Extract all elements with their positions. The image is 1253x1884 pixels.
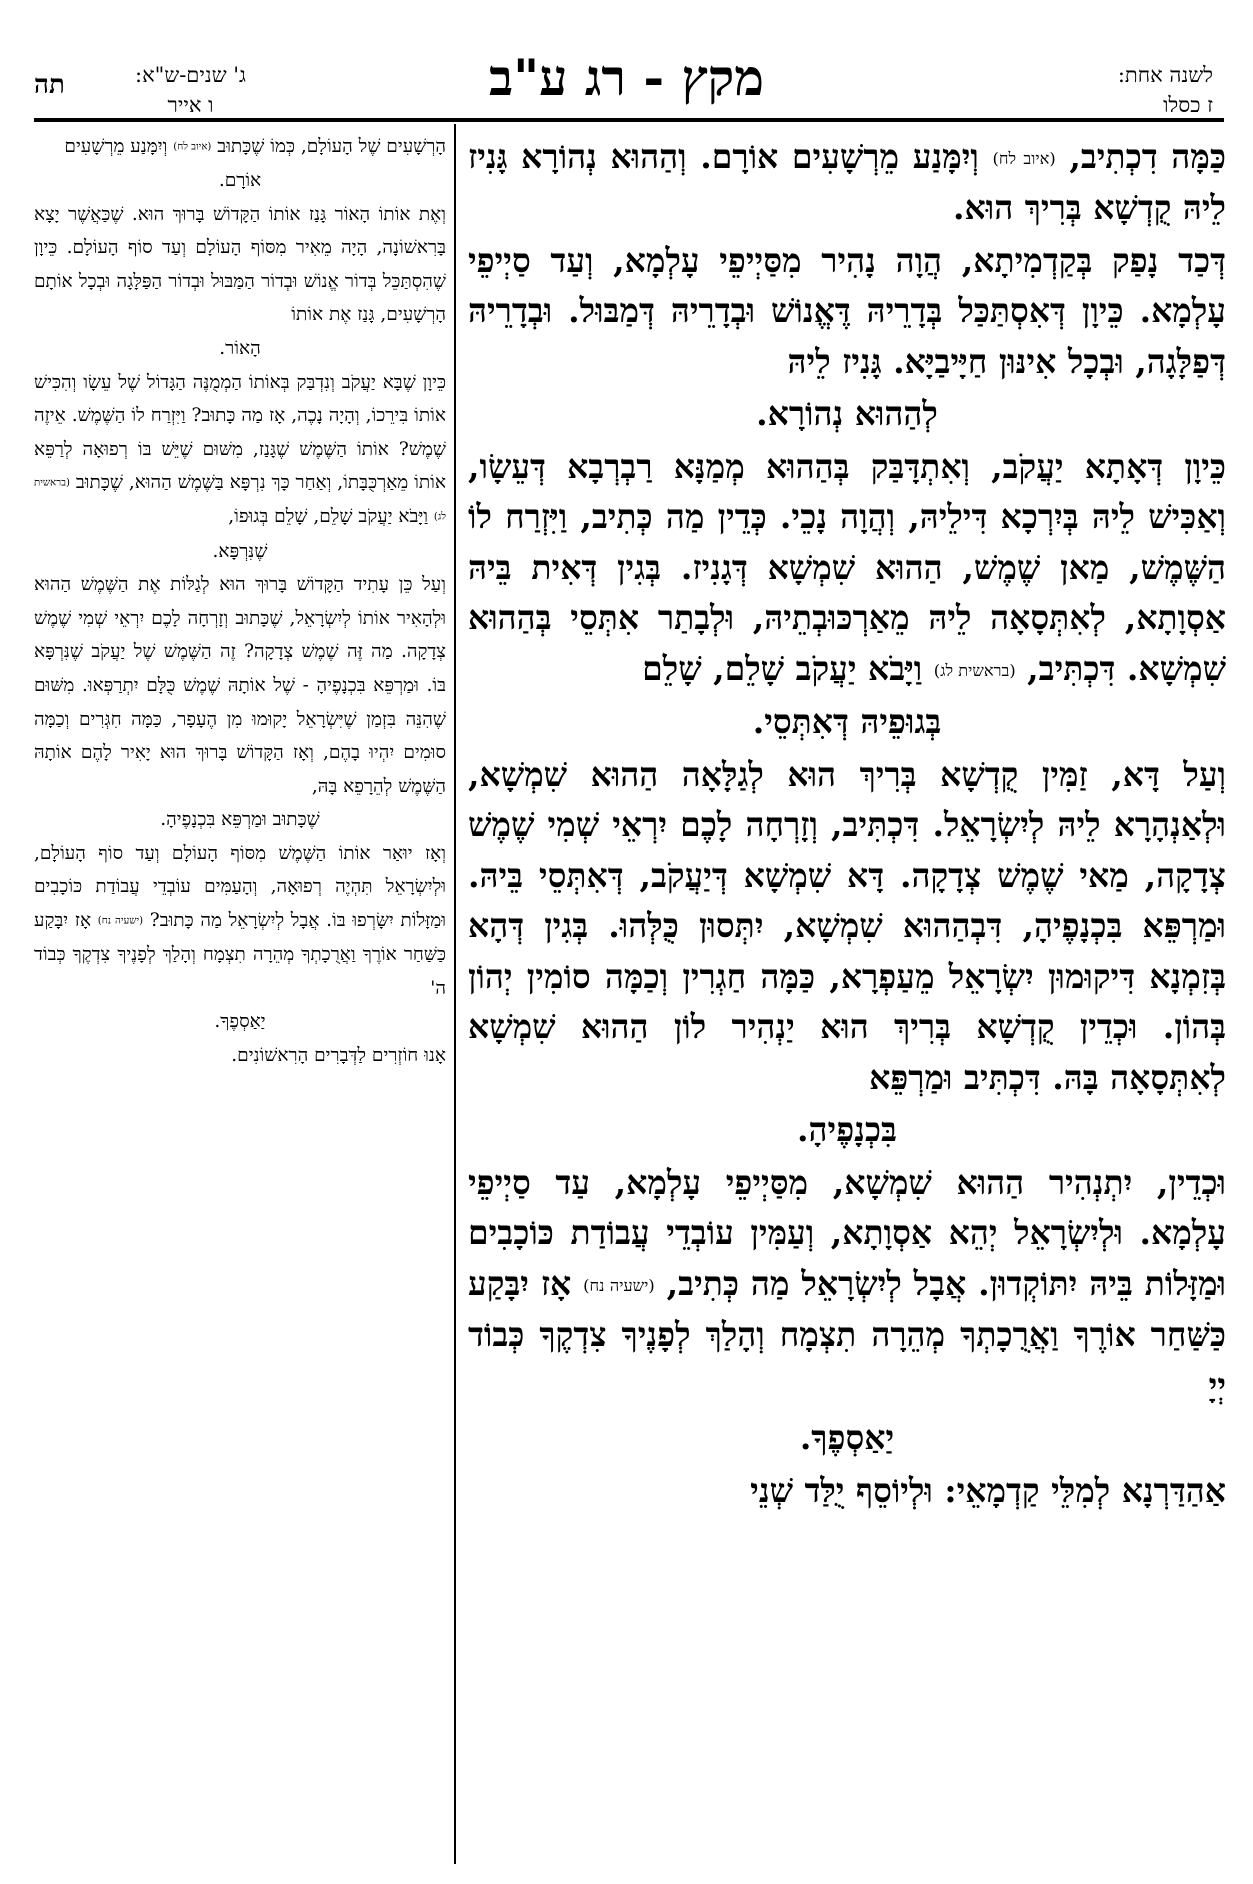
- text: כֵּיוָן שֶׁבָּא יַעֲקֹב וְנִדְבַּק בְּאוֹתוֹ הַמְמֻנֶּה הַגָּדוֹל שֶׁל עֵשָׂו וְהִכִּישׁ אוֹתוֹ בִּירֵכוֹ, וְהָיָה נָכֶה, אָז מַה כָּתוּב? וַיִּזְרַח לוֹ הַשֶּׁמֶשׁ. אֵיזֶה שֶׁמֶשׁ? אוֹתוֹ הַשֶּׁמֶשׁ שֶׁגָּנַז, מִשּׁוּם שֶׁיֵּשׁ בּוֹ רְפוּאָה לְרַפֵּא אוֹתוֹ מֵאַרְכֻּבָּתוֹ, וְאַחַר כָּךְ נִרְפָּא בַּשֶּׁמֶשׁ הַהוּא, שֶׁכָּתוּב: [34, 371, 446, 494]
- text: וַיָּבֹא יַעֲקֹב שָׁלֵם, שָׁלֵם: [642, 648, 934, 688]
- text: וּכְדֵין, יִתְנְהִיר הַהוּא שִׁמְשָׁא, מִסַּיְיפֵי עָלְמָא, עַד סַיְיפֵי עָלְמָא. וּלְיִשְׂרָאֵל יְהֵא אַסְוָתָא, וְעַמִּין עוֹבְדֵי עֲבוֹדַת כּוֹכָבִים וּמַזָּלוֹת בֵּיהּ יִתּוֹקְדוּן. אֲבָל לְיִשְׂרָאֵל מַה כְּתִיב,: [468, 1162, 1226, 1303]
- source-ref: (ישעיה נח): [97, 915, 144, 927]
- one-year-schedule: [1118, 60, 1213, 120]
- schedule-date: ז כסלו: [1163, 93, 1213, 117]
- text: אַהַדַּרְנָא לְמִלֵּי קַדְמָאֵי: וּלְיוֹסֵף יֻלַּד שְׁנֵי: [750, 1470, 1226, 1510]
- text: כֵּיוָן דְּאָתָא יַעֲקֹב, וְאִתְדָּבַּק בְּהַהוּא מְמַנָּא רַבְרְבָא דְּעֵשָׂו, וְאַכִּישׁ לֵיהּ בְּיִרְכָא דִּילֵיהּ, וְהֲוָה נָכֵי. כְּדֵין מַה כְּתִיב, וַיִּזְרַח לוֹ הַשֶּׁמֶשׁ, מַאן שֶׁמֶשׁ, הַהוּא שִׁמְשָׁא דְּגָנִיז. בְּגִין דְּאִית בֵּיהּ אַסְוָתָא, לְאִתְּסָאָה לֵיהּ מֵאַרְכּוּבְתֵיהּ, וּלְבָתַר אִתְּסֵי בְּהַהוּא שִׁמְשָׁא. דִּכְתִּיב,: [468, 446, 1226, 688]
- text: וְאֶת אוֹתוֹ הָאוֹר גָּנַז אוֹתוֹ הַקָּדוֹשׁ בָּרוּךְ הוּא. שֶׁכַּאֲשֶׁר יָצָא בָּרִאשׁוֹנָה, הָיָה מֵאִיר מִסּוֹף הָעוֹלָם וְעַד סוֹף הָעוֹלָם. כֵּיוָן שֶׁהִסְתַּכֵּל בְּדוֹר אֱנוֹשׁ וּבְדוֹר הַמַּבּוּל וּבְדוֹר הַפַּלָּגָה וּבְכָל אוֹתָם הָרְשָׁעִים, גָּנַז אֶת אוֹתוֹ: [34, 203, 446, 326]
- text: וְאָז יוּאַר אוֹתוֹ הַשֶּׁמֶשׁ מִסּוֹף הָעוֹלָם וְעַד סוֹף הָעוֹלָם, וּלְיִשְׂרָאֵל תִּהְיֶה רְפוּאָה, וְהָעַמִּים עוֹבְדֵי עֲבוֹדַת כּוֹכָבִים וּמַזָּלוֹת יִשָּׂרְפוּ בּוֹ. אֲבָל לְיִשְׂרָאֵל מַה כָּתוּב?: [34, 842, 446, 932]
- paragraph: [34, 568, 446, 803]
- schedule-label: לשנה אחת:: [1117, 63, 1213, 87]
- paragraph-end: [34, 164, 446, 198]
- text: וְיִמָּנַע מֵרְשָׁעִים: [64, 136, 174, 157]
- paragraph: [34, 130, 446, 164]
- paragraph-end: [468, 389, 1226, 440]
- text: וַיָּבֹא יַעֲקֹב שָׁלֵם, שָׁלֵם בְּגוּפוֹ,: [228, 506, 434, 528]
- paragraph: [468, 236, 1226, 388]
- page-number: תה: [34, 70, 65, 100]
- paragraph-end: [468, 1413, 1226, 1464]
- paragraph: [468, 1158, 1226, 1411]
- paragraph: [468, 442, 1226, 695]
- schedule-date: ו אייר: [167, 93, 214, 117]
- text: וְיִמָּנַע מֵרְשָׁעִים אוֹרָם. וְהַהוּא נְהוֹרָא גָּנִיז לֵיהּ קֻדְשָׁא בְּרִיךְ הוּא.: [468, 137, 1226, 228]
- text: הָאוֹר.: [219, 338, 261, 360]
- source-ref: (בראשית לג): [34, 477, 446, 523]
- paragraph-end: [468, 697, 1226, 748]
- text: הָרְשָׁעִים שֶׁל הָעוֹלָם, כְּמוֹ שֶׁכָּתוּב: [211, 136, 446, 157]
- header-divider: [34, 118, 1224, 122]
- text: שֶׁכָּתוּב וּמַרְפֵּא בִּכְנָפֶיהָ.: [160, 809, 320, 831]
- text: וְעַל דָּא, זַמִּין קֻדְשָׁא בְּרִיךְ הוּא לְגַלָּאָה הַהוּא שִׁמְשָׁא, וּלְאַנְהָרָא לֵיהּ לְיִשְׂרָאֵל. דִּכְתִּיב, וְזָרְחָה לָכֶם יִרְאֵי שְׁמִי שֶׁמֶשׁ צְדָקָה, מַאי שֶׁמֶשׁ צְדָקָה. דָּא שִׁמְשָׁא דְּיַעֲקֹב, דְּאִתְּסֵי בֵּיהּ. וּמַרְפֵּא בִּכְנָפֶיהָ, דִּבְהַהוּא שִׁמְשָׁא, יִתְּסוּן כֻּלְּהוּ. בְּגִין דְּהָא בְּזִמְנָא דִּיקוּמוּן יִשְׂרָאֵל מֵעַפְרָא, כַּמָּה חַגְרִין וְכַמָּה סוֹמִין יְהוֹן בְּהוֹן. וּכְדֵין קֻדְשָׁא בְּרִיךְ הוּא יַנְהִיר לוֹן הַהוּא שִׁמְשָׁא לְאִתְּסָאָה בָּהּ. דִּכְתִּיב וּמַרְפֵּא: [468, 754, 1226, 1097]
- source-ref: (איוב לח): [992, 148, 1056, 168]
- paragraph-end: [34, 1005, 446, 1039]
- paragraph: [468, 132, 1226, 234]
- paragraph: [468, 1466, 1226, 1517]
- paragraph-end: [34, 803, 446, 837]
- text: כַּמָּה דִכְתִיב,: [1055, 137, 1226, 176]
- paragraph-end: [468, 1105, 1226, 1156]
- text: אוֹרָם.: [218, 170, 262, 192]
- text: דְּכַד נָפַק בְּקַדְמִיתָא, הֲוָה נָהִיר מִסַּיְיפֵי עָלְמָא, וְעַד סַיְיפֵי עָלְמָא. כֵּיוָן דְּאִסְתַּכַּל בְּדָרֵיהּ דֶּאֱנוֹשׁ וּבְדָרֵיהּ דְּמַבּוּל. וּבְדָרֵיהּ דְּפַלָּגָה, וּבְכָל אִינּוּן חַיָּיבַיָּא. גָּנִיז לֵיהּ: [468, 240, 1226, 381]
- source-ref: (איוב לח): [173, 141, 212, 153]
- text: אָז יִבָּקַע כַּשַּׁחַר אוֹרֶךָ וַאֲרֻכָתְךָ מְהֵרָה תִצְמָח וְהָלַךְ לְפָנֶיךָ צִדְקֶךָ כְּבוֹד ה': [34, 910, 446, 999]
- source-ref: (בראשית לג): [933, 660, 1016, 680]
- paragraph: [34, 1039, 446, 1073]
- text: בְּגוּפֵיהּ דְּאִתְּסֵי.: [752, 702, 942, 742]
- text: וְעַל כֵּן עָתִיד הַקָּדוֹשׁ בָּרוּךְ הוּא לְגַלּוֹת אֶת הַשֶּׁמֶשׁ הַהוּא וּלְהָאִיר אוֹתוֹ לְיִשְׂרָאֵל, שֶׁכָּתוּב וְזָרְחָה לָכֶם יִרְאֵי שְׁמִי שֶׁמֶשׁ צְדָקָה. מַה זֶּה שֶׁמֶשׁ צְדָקָה? זֶה הַשֶּׁמֶשׁ שֶׁל יַעֲקֹב שֶׁנִּרְפָּא בּוֹ. וּמַרְפֵּא בִּכְנָפֶיהָ - שֶׁל אוֹתָהּ שֶׁמֶשׁ כֻּלָּם יִתְרַפְּאוּ. מִשּׁוּם שֶׁהִנֵּה בִּזְמַן שֶׁיִּשְׂרָאֵל יָקוּמוּ מִן הֶעָפָר, כַּמָּה חִגְּרִים וְכַמָּה סוּמִים יִהְיוּ בָהֶם, וְאָז הַקָּדוֹשׁ בָּרוּךְ הוּא יָאִיר לָהֶם אוֹתָהּ הַשֶּׁמֶשׁ לְהֵרָפֵא בָּהּ,: [34, 574, 446, 797]
- paragraph: [34, 198, 446, 332]
- text: יַאַסְפֶךָ.: [214, 1011, 266, 1033]
- page-header: [0, 0, 1253, 118]
- column-divider: [454, 124, 456, 1864]
- text: אָז יִבָּקַע כַּשַּׁחַר אוֹרֶךָ וַאֲרֻכָתְךָ מְהֵרָה תִצְמָח וְהָלַךְ לְפָנֶיךָ צִדְקֶךָ כְּבוֹד יְיָ: [468, 1263, 1226, 1405]
- schedule-label: ג' שנים-ש"א:: [135, 63, 246, 87]
- text: לְהַהוּא נְהוֹרָא.: [756, 394, 938, 434]
- paragraph-end: [34, 332, 446, 366]
- hebrew-translation-column: [34, 130, 446, 1073]
- text: אָנוּ חוֹזְרִים לַדְּבָרִים הָרִאשׁוֹנִים.: [231, 1044, 446, 1066]
- paragraph: [34, 366, 446, 535]
- text: יַאַסְפֶךָ.: [799, 1418, 895, 1458]
- source-ref: (ישעיה נח): [583, 1275, 655, 1295]
- paragraph: [468, 750, 1226, 1104]
- paragraph: [34, 837, 446, 1005]
- text: שֶׁנִּרְפָּא.: [212, 540, 268, 562]
- text: בִּכְנָפֶיהָ.: [797, 1110, 897, 1150]
- page-title: מקץ - רג ע"ב: [489, 48, 764, 107]
- aramaic-column: [468, 132, 1226, 1518]
- paragraph-end: [34, 535, 446, 569]
